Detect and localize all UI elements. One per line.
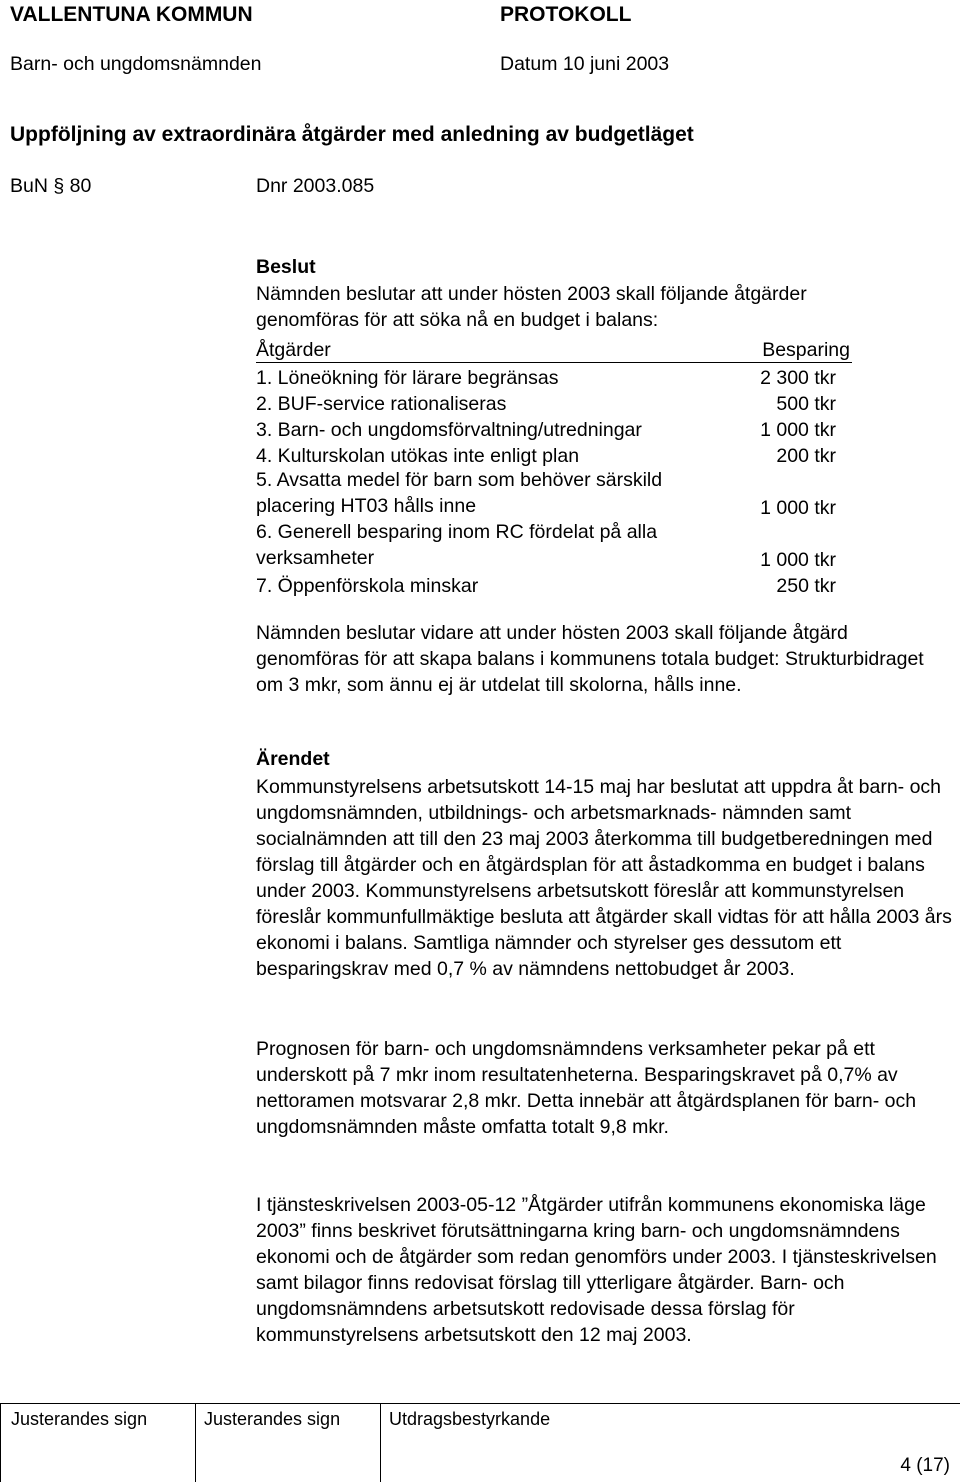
page-title: Uppföljning av extraordinära åtgärder med anledning av budgetläget: [10, 123, 694, 146]
matter-heading: Ärendet: [256, 748, 330, 770]
decision-intro: Nämnden beslutar att under hösten 2003 skall följande åtgärder genomföras för att söka nå en budget i balans:: [256, 283, 807, 331]
measure-label: 4. Kulturskolan utökas inte enligt plan: [256, 445, 580, 467]
measure-label: 6. Generell besparing inom RC fördelat på alla verksamheter: [256, 521, 658, 569]
page-number: 4 (17): [900, 1455, 950, 1476]
municipality-name: VALLENTUNA KOMMUN: [10, 3, 253, 26]
measure-label: 1. Löneökning för lärare begränsas: [256, 367, 559, 389]
committee-name: Barn- och ungdomsnämnden: [10, 53, 262, 75]
measures-column-label: Åtgärder: [256, 339, 331, 361]
diary-number: Dnr 2003.085: [256, 175, 375, 197]
measure-label: 2. BUF-service rationaliseras: [256, 393, 507, 415]
measure-row: [256, 571, 852, 597]
matter-paragraph: Prognosen för barn- och ungdomsnämndens verksamheter pekar på ett underskott på 7 mkr inom resultatenheterna. Besparingskravet på 0,7% av nettoramen motsvarar 2,8 mkr. Detta innebär att åtgärdsplanen för barn- och ungdomsnämnden måste omfatta totalt 9,8 mkr.: [256, 1038, 917, 1138]
decision-further: Nämnden beslutar vidare att under hösten 2003 skall följande åtgärd genomföras för att skapa balans i kommunens totala budget: Strukturbidraget om 3 mkr, som ännu ej är utdelat till skolorna, hålls inne.: [256, 622, 924, 696]
measure-amount: 2 300 tkr: [760, 367, 836, 389]
signature-box: [195, 1403, 381, 1482]
measure-amount: 250 tkr: [776, 575, 836, 597]
matter-paragraph: Kommunstyrelsens arbetsutskott 14-15 maj har beslutat att uppdra åt barn- och ungdomsnämnden, utbildnings- och arbetsmarknads- nämnden samt socialnämnden att till den 23 maj 2003 återkomma till budgetberedningen med förslag till åtgärder och en åtgärdsplan för att åstadkomma en budget i balans under 2003. Kommunstyrelsens arbetsutskott föreslår att kommunstyrelsen föreslår kommunfullmäktige besluta att åtgärder skall vidtas för att hålla 2003 års ekonomi i balans. Samtliga nämnder och styrelser ges dessutom ett besparingskrav med 0,7 % av nämndens nettobudget år 2003.: [256, 776, 952, 980]
decision-heading: Beslut: [256, 256, 316, 278]
measures-table: [256, 337, 852, 597]
measure-row: [256, 441, 852, 467]
savings-column-label: Besparing: [762, 339, 850, 361]
signature-box: [0, 1403, 196, 1482]
matter-paragraph: I tjänsteskrivelsen 2003-05-12 ”Åtgärder utifrån kommunens ekonomiska läge 2003” finns beskrivet förutsättningarna kring barn- och ungdomsnämndens ekonomi och de åtgärder som redan genomförs under 2003. I tjänsteskrivelsen samt bilagor finns redovisat förslag till ytterligare åtgärder. Barn- och ungdomsnämndens arbetsutskott redovisade dessa förslag för kommunstyrelsens arbetsutskott den 12 maj 2003.: [256, 1194, 937, 1346]
measure-row: [256, 415, 852, 441]
signature-label: Justerandes sign: [11, 1409, 148, 1429]
meeting-date: Datum 10 juni 2003: [500, 53, 670, 75]
measure-row: [256, 389, 852, 415]
measure-amount: 1 000 tkr: [760, 497, 836, 519]
measure-label: 7. Öppenförskola minskar: [256, 575, 479, 597]
measure-label: 3. Barn- och ungdomsförvaltning/utredningar: [256, 419, 642, 441]
measure-label: 5. Avsatta medel för barn som behöver särskild placering HT03 hålls inne: [256, 469, 663, 517]
measure-row: [256, 363, 852, 389]
measure-row: [256, 467, 852, 519]
measure-amount: 500 tkr: [776, 393, 836, 415]
measure-amount: 1 000 tkr: [760, 549, 836, 571]
measure-amount: 1 000 tkr: [760, 419, 836, 441]
signature-label: Justerandes sign: [204, 1409, 341, 1429]
case-number: BuN § 80: [10, 175, 92, 197]
extract-box: [380, 1403, 959, 1482]
measures-header: [256, 337, 852, 363]
measure-amount: 200 tkr: [776, 445, 836, 467]
document-type: PROTOKOLL: [500, 3, 632, 26]
measure-row: [256, 519, 852, 571]
extract-label: Utdragsbestyrkande: [389, 1409, 551, 1429]
signature-footer: [0, 1403, 960, 1482]
